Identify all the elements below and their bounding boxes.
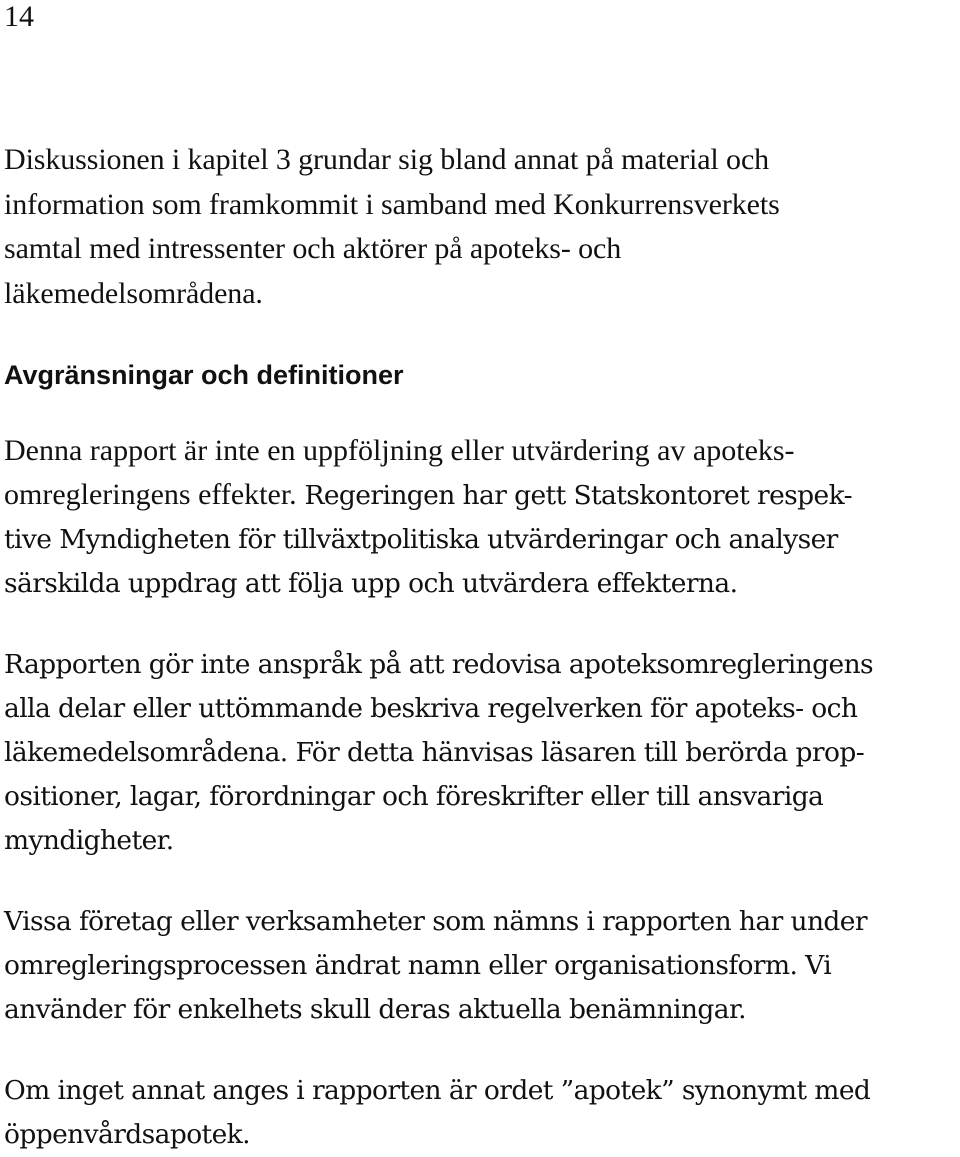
text-line-lead: omregleringens effekter. [4,478,297,511]
text-line-rest: Regeringen har gett Statskontoret respek- [296,480,852,511]
text-line [4,473,956,518]
text-line: läkemedelsområdena. [4,276,263,310]
paragraph-limitations [4,643,956,863]
text-line: Vissa företag eller verksamheter som nämns i rapporten har under [4,906,867,937]
text-line: särskilda uppdrag att följa upp och utvärdera effekterna. [4,568,738,599]
text-line: Rapporten gör inte anspråk på att redovisa apoteksomregleringens [4,649,874,680]
text-line: myndigheter. [4,825,174,856]
text-line: Om inget annat anges i rapporten är ordet ”apotek” synonymt med [4,1075,871,1106]
section-heading: Avgränsningar och definitioner [4,360,404,390]
text-line: alla delar eller uttömmande beskriva regelverken för apoteks- och [4,693,858,724]
paragraph-naming [4,900,956,1032]
text-line: läkemedelsområdena. För detta hänvisas läsaren till berörda prop- [4,737,865,768]
paragraph-scope [4,429,956,606]
paragraph-definition [4,1069,956,1157]
text-line: använder för enkelhets skull deras aktuella benämningar. [4,994,746,1025]
document-body [4,138,956,1157]
text-line: omregleringsprocessen ändrat namn eller organisationsform. Vi [4,950,832,981]
text-line: tive Myndigheten för tillväxtpolitiska utvärderingar och analyser [4,524,838,555]
text-line: samtal med intressenter och aktörer på apoteks- och [4,232,622,265]
text-line: information som framkommit i samband med Konkurrensverkets [4,187,780,221]
text-line: öppenvårdsapotek. [4,1119,250,1150]
text-line: Diskussionen i kapitel 3 grundar sig bland annat på material och [4,143,770,176]
text-line: Denna rapport är inte en uppföljning eller utvärdering av apoteks- [4,434,795,467]
page-number: 14 [4,0,34,33]
paragraph-intro [4,138,956,316]
text-line: ositioner, lagar, förordningar och föreskrifter eller till ansvariga [4,781,824,812]
